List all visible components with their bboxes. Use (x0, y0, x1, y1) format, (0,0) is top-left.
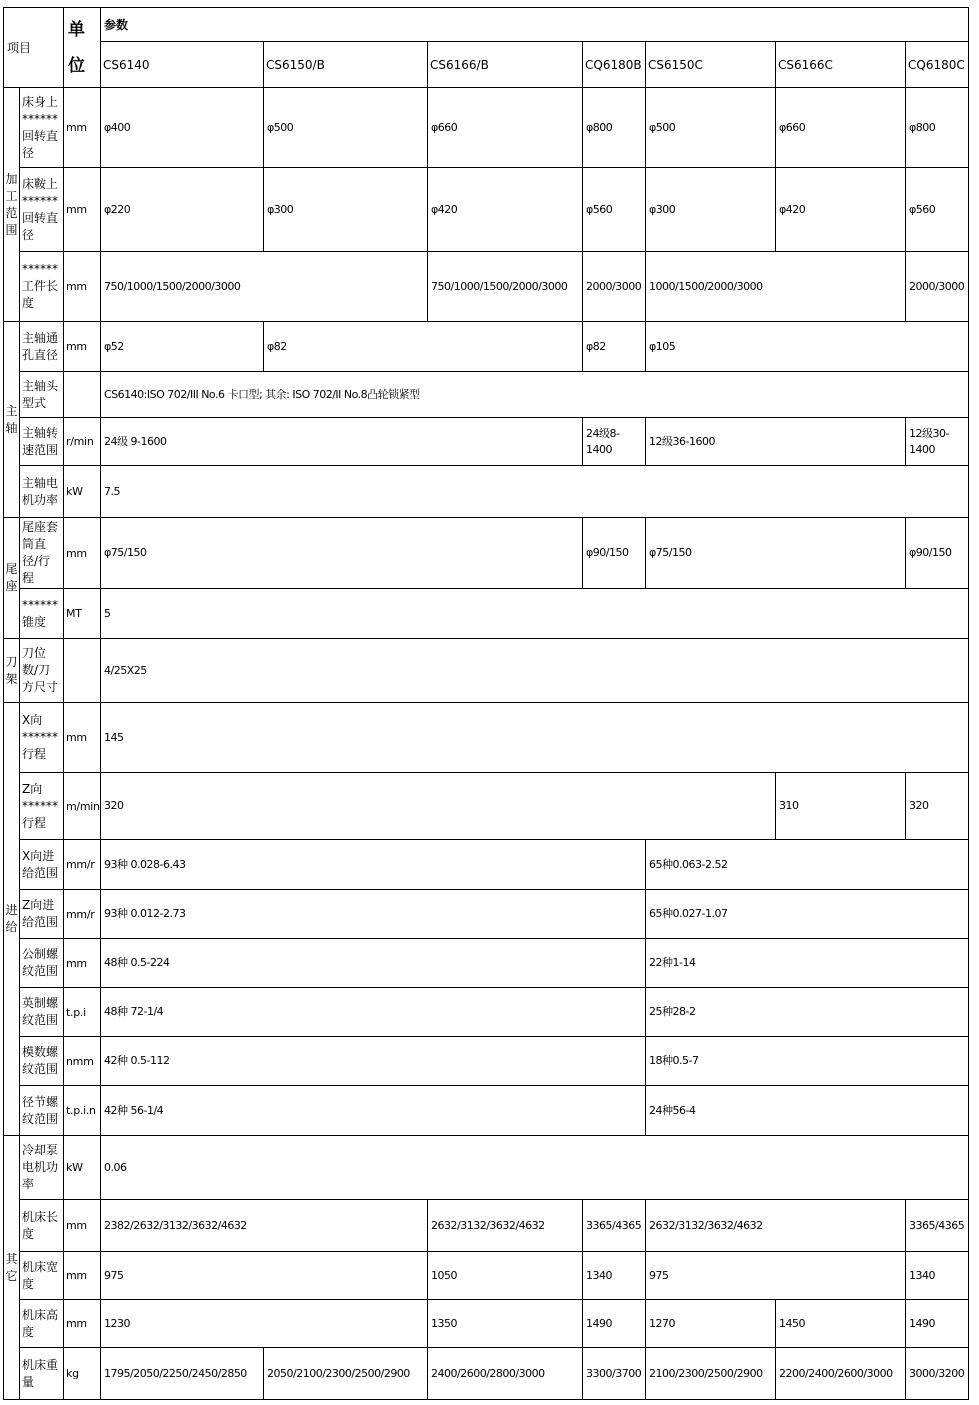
value-cell: φ420 (428, 168, 583, 252)
unit-cell: kW (64, 466, 101, 518)
row-label: 主轴头型式 (20, 372, 64, 418)
row-label: 机床宽度 (20, 1252, 64, 1300)
unit-cell: mm (64, 1252, 101, 1300)
value-cell: 2100/2300/2500/2900 (646, 1348, 776, 1400)
value-cell: 7.5 (101, 466, 969, 518)
value-cell: 1450 (776, 1300, 906, 1348)
row-label: 公制螺纹范围 (20, 939, 64, 988)
table-row (4, 418, 969, 466)
row-label: Z向******行程 (20, 773, 64, 840)
row-label: 机床重量 (20, 1348, 64, 1400)
row-label: 主轴转速范围 (20, 418, 64, 466)
value-cell: 3365/4365 (583, 1200, 646, 1252)
table-row (4, 322, 969, 372)
unit-cell (64, 372, 101, 418)
row-label: 刀位数/刀方尺寸 (20, 639, 64, 703)
value-cell: 1350 (428, 1300, 583, 1348)
row-label: 径节螺纹范围 (20, 1086, 64, 1136)
model-header-cell: CS6166C (776, 42, 906, 88)
value-cell: 1270 (646, 1300, 776, 1348)
model-header-cell: CS6150/B (264, 42, 428, 88)
value-cell: 3300/3700 (583, 1348, 646, 1400)
value-cell: 2000/3000 (906, 252, 969, 322)
unit-cell: kg (64, 1348, 101, 1400)
table-row (4, 1348, 969, 1400)
row-label: 模数螺纹范围 (20, 1037, 64, 1086)
value-cell: φ105 (646, 322, 969, 372)
value-cell: 2050/2100/2300/2500/2900 (264, 1348, 428, 1400)
row-label: 床身上******回转直径 (20, 88, 64, 168)
group-label: 加工范围 (4, 88, 20, 322)
table-row (4, 639, 969, 703)
value-cell: φ660 (776, 88, 906, 168)
header-unit-cell: 单位 (64, 8, 101, 88)
value-cell: φ75/150 (646, 518, 906, 589)
group-label: 刀架 (4, 639, 20, 703)
table-row (4, 939, 969, 988)
row-label: 英制螺纹范围 (20, 988, 64, 1037)
value-cell: 4/25X25 (101, 639, 969, 703)
table-row (4, 703, 969, 773)
value-cell: 93种 0.012-2.73 (101, 890, 646, 939)
value-cell: φ300 (264, 168, 428, 252)
model-header-cell: CS6140 (101, 42, 264, 88)
value-cell: 1000/1500/2000/3000 (646, 252, 906, 322)
value-cell: 320 (906, 773, 969, 840)
table-row (4, 252, 969, 322)
value-cell: φ800 (906, 88, 969, 168)
unit-cell: mm (64, 168, 101, 252)
value-cell: φ90/150 (906, 518, 969, 589)
unit-cell: mm (64, 322, 101, 372)
value-cell: 22种1-14 (646, 939, 969, 988)
value-cell: 18种0.5-7 (646, 1037, 969, 1086)
value-cell: 1795/2050/2250/2450/2850 (101, 1348, 264, 1400)
unit-cell: mm (64, 1200, 101, 1252)
value-cell: 2632/3132/3632/4632 (646, 1200, 906, 1252)
value-cell: φ82 (583, 322, 646, 372)
unit-cell: kW (64, 1136, 101, 1200)
table-row (4, 168, 969, 252)
row-label: 机床长度 (20, 1200, 64, 1252)
row-label: ******工件长度 (20, 252, 64, 322)
row-label: ******锥度 (20, 589, 64, 639)
unit-cell: MT (64, 589, 101, 639)
row-label: 尾座套筒直径/行程 (20, 518, 64, 589)
table-row (4, 988, 969, 1037)
value-cell: φ75/150 (101, 518, 583, 589)
value-cell: 5 (101, 589, 969, 639)
unit-cell: r/min (64, 418, 101, 466)
value-cell: φ660 (428, 88, 583, 168)
value-cell: 750/1000/1500/2000/3000 (101, 252, 428, 322)
value-cell: 48种 0.5-224 (101, 939, 646, 988)
value-cell: 750/1000/1500/2000/3000 (428, 252, 583, 322)
value-cell: 1490 (906, 1300, 969, 1348)
row-label: 床鞍上******回转直径 (20, 168, 64, 252)
table-row (4, 88, 969, 168)
table-row (4, 840, 969, 890)
header-param-cell: 参数 (101, 8, 969, 42)
value-cell: 65种0.063-2.52 (646, 840, 969, 890)
unit-cell: mm (64, 252, 101, 322)
value-cell: 3000/3200 (906, 1348, 969, 1400)
value-cell: 12级30-1400 (906, 418, 969, 466)
value-cell: 1340 (906, 1252, 969, 1300)
table-row (4, 372, 969, 418)
spec-table (3, 7, 969, 1400)
value-cell: φ400 (101, 88, 264, 168)
spec-table-body (4, 88, 969, 1400)
value-cell: 320 (101, 773, 776, 840)
row-label: 主轴电机功率 (20, 466, 64, 518)
value-cell: 975 (646, 1252, 906, 1300)
unit-cell (64, 639, 101, 703)
value-cell: 93种 0.028-6.43 (101, 840, 646, 890)
value-cell: φ560 (583, 168, 646, 252)
value-cell: 12级36-1600 (646, 418, 906, 466)
header-row-param (4, 8, 969, 42)
value-cell: 24级 9-1600 (101, 418, 583, 466)
unit-cell: nmm (64, 1037, 101, 1086)
row-label: X向******行程 (20, 703, 64, 773)
table-row (4, 1037, 969, 1086)
unit-cell: m/min (64, 773, 101, 840)
value-cell: 42种 56-1/4 (101, 1086, 646, 1136)
value-cell: φ560 (906, 168, 969, 252)
row-label: 主轴通孔直径 (20, 322, 64, 372)
table-row (4, 1200, 969, 1252)
table-row (4, 773, 969, 840)
value-cell: φ82 (264, 322, 583, 372)
row-label: 冷却泵电机功率 (20, 1136, 64, 1200)
model-header-cell: CS6150C (646, 42, 776, 88)
unit-cell: mm (64, 88, 101, 168)
value-cell: 1230 (101, 1300, 428, 1348)
value-cell: 48种 72-1/4 (101, 988, 646, 1037)
header-row-models (4, 42, 969, 88)
value-cell: φ500 (646, 88, 776, 168)
unit-cell: t.p.i (64, 988, 101, 1037)
value-cell: φ300 (646, 168, 776, 252)
value-cell: 25种28-2 (646, 988, 969, 1037)
model-header-cell: CQ6180B (583, 42, 646, 88)
value-cell: 1050 (428, 1252, 583, 1300)
value-cell: 24级8-1400 (583, 418, 646, 466)
row-label: X向进给范围 (20, 840, 64, 890)
group-label: 主轴 (4, 322, 20, 518)
value-cell: φ90/150 (583, 518, 646, 589)
row-label: Z向进给范围 (20, 890, 64, 939)
model-header-cell: CS6166/B (428, 42, 583, 88)
value-cell: 65种0.027-1.07 (646, 890, 969, 939)
unit-cell: mm/r (64, 840, 101, 890)
table-row (4, 466, 969, 518)
value-cell: 145 (101, 703, 969, 773)
value-cell: 2400/2600/2800/3000 (428, 1348, 583, 1400)
value-cell: φ420 (776, 168, 906, 252)
value-cell: 3365/4365 (906, 1200, 969, 1252)
value-cell: CS6140:ISO 702/III No.6 卡口型; 其余: ISO 702/II No.8凸轮锁紧型 (101, 372, 969, 418)
value-cell: φ52 (101, 322, 264, 372)
unit-cell: t.p.i.n (64, 1086, 101, 1136)
model-header-cell: CQ6180C (906, 42, 969, 88)
group-label: 尾座 (4, 518, 20, 639)
row-label: 机床高度 (20, 1300, 64, 1348)
table-row (4, 1086, 969, 1136)
value-cell: 310 (776, 773, 906, 840)
value-cell: φ500 (264, 88, 428, 168)
table-row (4, 1252, 969, 1300)
table-row (4, 589, 969, 639)
value-cell: 1490 (583, 1300, 646, 1348)
table-row (4, 1300, 969, 1348)
value-cell: φ220 (101, 168, 264, 252)
value-cell: 24种56-4 (646, 1086, 969, 1136)
table-row (4, 1136, 969, 1200)
group-label: 进给 (4, 703, 20, 1136)
value-cell: 975 (101, 1252, 428, 1300)
unit-cell: mm (64, 939, 101, 988)
unit-cell: mm/r (64, 890, 101, 939)
value-cell: 2632/3132/3632/4632 (428, 1200, 583, 1252)
value-cell: 2200/2400/2600/3000 (776, 1348, 906, 1400)
header-item-cell: 项目 (4, 8, 64, 88)
table-row (4, 890, 969, 939)
value-cell: 1340 (583, 1252, 646, 1300)
unit-cell: mm (64, 1300, 101, 1348)
value-cell: 42种 0.5-112 (101, 1037, 646, 1086)
unit-cell: mm (64, 518, 101, 589)
value-cell: φ800 (583, 88, 646, 168)
unit-cell: mm (64, 703, 101, 773)
group-label: 其它 (4, 1136, 20, 1400)
value-cell: 2382/2632/3132/3632/4632 (101, 1200, 428, 1252)
value-cell: 2000/3000 (583, 252, 646, 322)
table-row (4, 518, 969, 589)
value-cell: 0.06 (101, 1136, 969, 1200)
